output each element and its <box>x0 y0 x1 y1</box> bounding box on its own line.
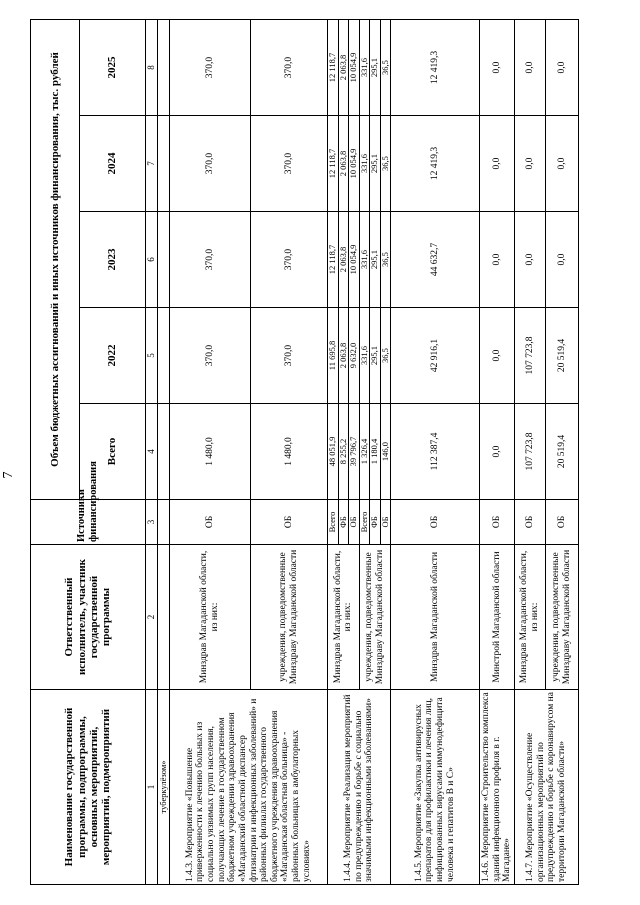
value-cell: 0,0 <box>480 404 515 500</box>
value-cell: 12 419,3 <box>391 116 480 212</box>
row-name-cell: 1.4.6. Мероприятие «Строительство комплекса зданий инфекционного профиля в г. Магадане» <box>480 690 515 885</box>
table-row <box>170 20 251 885</box>
row-name-cell: 1.4.4. Мероприятие «Реализация мероприятий по предупреждению и борьбе с социально значимыми инфекционными заболеваниями» <box>328 690 391 885</box>
value-cell: 10 054,9 <box>349 212 360 308</box>
value-cell: 10 054,9 <box>349 20 360 116</box>
value-cell: 8 255,2 <box>338 404 349 500</box>
value-cell: 36,5 <box>380 20 391 116</box>
financing-table <box>30 19 579 885</box>
value-cell: 0,0 <box>480 116 515 212</box>
value-cell: 0,0 <box>480 308 515 404</box>
value-cell: 112 387,4 <box>391 404 480 500</box>
value-cell: 20 519,4 <box>545 404 578 500</box>
header-2025: 2025 <box>80 20 146 116</box>
value-cell: 0,0 <box>480 212 515 308</box>
value-cell: 1 180,4 <box>370 404 381 500</box>
source-cell: Всего <box>359 500 370 545</box>
source-cell: ОБ <box>251 500 328 545</box>
value-cell: 39 796,7 <box>349 404 360 500</box>
header-2024: 2024 <box>80 116 146 212</box>
value-cell: 12 118,7 <box>328 212 339 308</box>
row-name-cell: 1.4.3. Мероприятие «Повышение приверженности к лечению больных из социально уязвимых групп населения, получающих лечение в государственном бюджетном учреждении здравоохранения «Магаданский областной диспансер фтизиатрии и инфекционных заболеваний» и районных филиалах государственного бюджетного учреждения здравоохранения «Магаданская областная больница» - районных больницах в амбулаторных условиях» <box>170 690 328 885</box>
page-number: 7 <box>1 471 16 479</box>
value-cell: 370,0 <box>251 212 328 308</box>
row-name-cell: 1.4.5. Мероприятие «Закупка антивирусных препаратов для профилактики и лечения лиц, инфицированных вирусами иммунодефицита человека и гепатитов В и С» <box>391 690 480 885</box>
index-cell: 3 <box>146 500 158 545</box>
source-cell: ОБ <box>391 500 480 545</box>
value-cell: 107 723,8 <box>514 308 545 404</box>
value-cell: 11 695,8 <box>328 308 339 404</box>
responsible-cell: учреждения, подведомственные Минздраву Магаданской области <box>359 545 391 690</box>
value-cell: 0,0 <box>514 116 545 212</box>
value-cell: 1 480,0 <box>251 404 328 500</box>
header-2022: 2022 <box>80 308 146 404</box>
header-volume: Объем бюджетных ассигнований и иных источников финансирования, тыс. рублей <box>31 20 80 500</box>
value-cell: 146,0 <box>380 404 391 500</box>
value-cell: 331,6 <box>359 20 370 116</box>
value-cell: 36,5 <box>380 308 391 404</box>
responsible-cell: Минстрой Магаданской области <box>480 545 515 690</box>
value-cell: 370,0 <box>170 212 251 308</box>
source-cell: ФБ <box>370 500 381 545</box>
index-cell: 8 <box>146 20 158 116</box>
value-cell: 12 419,3 <box>391 20 480 116</box>
value-cell: 0,0 <box>480 20 515 116</box>
value-cell: 370,0 <box>170 308 251 404</box>
value-cell: 370,0 <box>170 116 251 212</box>
table-row <box>391 20 480 885</box>
table-row <box>480 20 515 885</box>
source-cell: ОБ <box>170 500 251 545</box>
table-row <box>328 20 339 885</box>
responsible-cell: Минздрав Магаданской области, из них: <box>170 545 251 690</box>
index-cell: 5 <box>146 308 158 404</box>
source-cell: ОБ <box>545 500 578 545</box>
value-cell: 107 723,8 <box>514 404 545 500</box>
index-cell: 6 <box>146 212 158 308</box>
value-cell: 1 480,0 <box>170 404 251 500</box>
value-cell: 12 118,7 <box>328 20 339 116</box>
table-row <box>514 20 545 885</box>
header-name: Наименование государственной программы, подпрограммы, основных мероприятий, мероприятий, подмероприятий <box>31 690 146 885</box>
value-cell: 370,0 <box>251 20 328 116</box>
value-cell: 2 063,8 <box>338 212 349 308</box>
value-cell: 370,0 <box>170 20 251 116</box>
header-2023: 2023 <box>80 212 146 308</box>
table-row <box>158 20 170 885</box>
index-cell: 4 <box>146 404 158 500</box>
source-cell: ОБ <box>480 500 515 545</box>
value-cell: 295,1 <box>370 116 381 212</box>
value-cell: 295,1 <box>370 20 381 116</box>
value-cell: 1 326,4 <box>359 404 370 500</box>
value-cell: 295,1 <box>370 212 381 308</box>
responsible-cell: учреждения, подведомственные Минздраву Магаданской области <box>251 545 328 690</box>
value-cell: 0,0 <box>545 20 578 116</box>
source-cell: ОБ <box>380 500 391 545</box>
value-cell: 0,0 <box>514 212 545 308</box>
source-cell: Всего <box>328 500 339 545</box>
index-row <box>146 20 158 885</box>
source-cell: ОБ <box>349 500 360 545</box>
value-cell: 2 063,8 <box>338 116 349 212</box>
value-cell: 10 054,9 <box>349 116 360 212</box>
value-cell: 48 051,9 <box>328 404 339 500</box>
responsible-cell: Минздрав Магаданской области, из них: <box>328 545 360 690</box>
value-cell: 12 118,7 <box>328 116 339 212</box>
index-cell: 2 <box>146 545 158 690</box>
index-cell: 1 <box>146 690 158 885</box>
value-cell: 44 632,7 <box>391 212 480 308</box>
value-cell: 370,0 <box>251 308 328 404</box>
header-total: Всего <box>80 404 146 500</box>
value-cell: 2 063,8 <box>338 308 349 404</box>
rotated-page <box>30 20 618 885</box>
responsible-cell: Минздрав Магаданской области, из них: <box>514 545 545 690</box>
source-cell: ОБ <box>514 500 545 545</box>
value-cell: 0,0 <box>545 212 578 308</box>
header-responsible: Ответственный исполнитель, участник государственной программы <box>31 545 146 690</box>
row-name-cell: 1.4.7. Мероприятие «Осуществление организационных мероприятий по предупреждению и борьбе с коронавирусом на территории Магаданской области» <box>514 690 578 885</box>
value-cell: 295,1 <box>370 308 381 404</box>
value-cell: 0,0 <box>514 20 545 116</box>
value-cell: 0,0 <box>545 116 578 212</box>
value-cell: 36,5 <box>380 116 391 212</box>
value-cell: 20 519,4 <box>545 308 578 404</box>
value-cell: 370,0 <box>251 116 328 212</box>
responsible-cell: Минздрав Магаданской области <box>391 545 480 690</box>
value-cell: 331,6 <box>359 308 370 404</box>
value-cell: 2 063,8 <box>338 20 349 116</box>
value-cell: 331,6 <box>359 212 370 308</box>
responsible-cell: учреждения, подведомственные Минздраву Магаданской области <box>545 545 578 690</box>
value-cell: 331,6 <box>359 116 370 212</box>
value-cell: 9 632,0 <box>349 308 360 404</box>
row-name-cell: туберкулёзом» <box>158 690 170 885</box>
value-cell: 36,5 <box>380 212 391 308</box>
index-cell: 7 <box>146 116 158 212</box>
header-source: Источники финансирования <box>31 500 146 545</box>
value-cell: 42 916,1 <box>391 308 480 404</box>
source-cell: ФБ <box>338 500 349 545</box>
